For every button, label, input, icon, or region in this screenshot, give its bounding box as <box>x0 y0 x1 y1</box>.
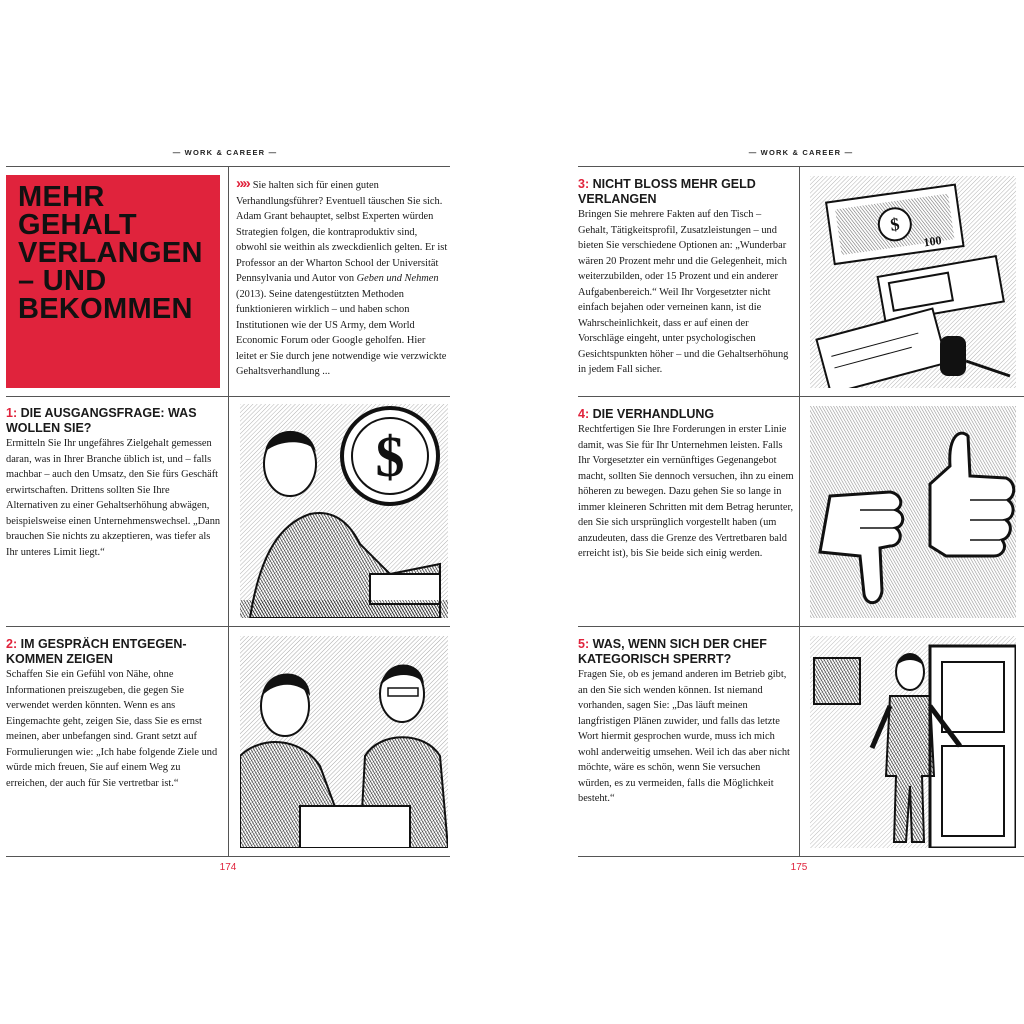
svg-text:$: $ <box>375 424 405 489</box>
section-body: Ermitteln Sie Ihr ungefähres Zielgehalt gemessen daran, was in Ihrer Branche üblich ist, und – falls machbar – auch den Umsatz, den Sie fürs Geschäft erwirtschaften. Drittens sollten Sie Ihre Alternativen zu einer Gehaltserhöhung abwägen, beispielsweise einen Unternehmenswechsel. „Dann brauchen Sie nichts zu akzeptieren, was tiefer als Ihr unteres Limit liegt.“ <box>6 438 221 558</box>
intro-text: Sie halten sich für einen guten Verhandlungsführer? Eventuell täuschen Sie sich. Adam Grant behauptet, selbst Experten würden Strategien folgen, die kontraproduktiv sind, obwohl sie weithin als zweckdienlich gelten. Er ist Professor an der Wharton School der Universität Pennsylvania und Autor von <box>236 180 448 284</box>
section-number: 5: <box>578 637 590 651</box>
bottom-rule <box>578 856 1024 857</box>
illustration-man-at-door <box>810 636 1016 848</box>
article-title: MEHR GEHALT VERLANGEN – UND BEKOMMEN <box>18 181 203 325</box>
section-number: 1: <box>6 406 18 420</box>
section-title: IM GESPRÄCH ENTGEGEN- KOMMEN ZEIGEN <box>6 637 187 666</box>
section-number: 3: <box>578 177 590 191</box>
running-header: — WORK & CAREER — <box>172 148 278 157</box>
section-1 <box>6 406 222 560</box>
section-3 <box>578 177 794 378</box>
page-number: 175 <box>790 862 808 873</box>
illustration-thumbs <box>810 406 1016 618</box>
row-rule <box>6 396 450 397</box>
row-rule <box>578 626 1024 627</box>
illustration-door-svg <box>810 636 1016 848</box>
section-5 <box>578 637 794 807</box>
illustration-money-svg <box>810 176 1016 388</box>
section-heading <box>6 406 222 436</box>
illustration-two-men-talking <box>240 636 448 848</box>
illustration-man-laptop-svg <box>240 404 448 618</box>
section-heading <box>578 637 794 667</box>
illustration-money-cards-keys <box>810 176 1016 388</box>
column-divider <box>799 166 800 856</box>
double-chevron-right-icon: » <box>236 175 242 192</box>
section-number: 4: <box>578 407 590 421</box>
section-title: DIE VERHANDLUNG <box>589 407 715 421</box>
running-header: — WORK & CAREER — <box>748 148 854 157</box>
title-box <box>6 175 220 388</box>
section-2 <box>6 637 222 791</box>
section-body: Bringen Sie mehrere Fakten auf den Tisch – Gehalt, Tätigkeitsprofil, Zusatzleistungen – und bieten Sie verschiedene Optionen an: „Wunderbar wären 20 Prozent mehr und die Gelegenheit, mich weiterzubilden, oder 15 Prozent und ein anderer Aufgabenbereich.“ Weil Ihr Vorgesetzter nicht einfach bejahen oder verneinen kann, ist die Wahrscheinlichkeit, dass er auf einen der Vorschläge eingeht, unter psychologischen Gesichtspunkten höher – und die Gehaltserhöhung in jedem Fall sicher. <box>578 209 789 375</box>
book-title: Geben und Nehmen <box>356 273 439 284</box>
illustration-two-men-svg <box>240 636 448 848</box>
illustration-man-laptop <box>240 404 448 618</box>
section-body: Schaffen Sie ein Gefühl von Nähe, ohne Informationen preiszugeben, die gegen Sie verwendet werden könnten. Wenn es ans Eingemachte geht, zeigen Sie, dass Sie es ernst meinen, aber unbefangen sind. Grant setzt auf Formulierungen wie: „Ich habe folgende Ziele und würde mich freuen, Sie auf einem Weg zu erreichen, der auch für Sie vertretbar ist.“ <box>6 669 218 789</box>
section-title: WAS, WENN SICH DER CHEF KATEGORISCH SPERRT? <box>578 637 767 666</box>
intro-paragraph <box>236 175 448 380</box>
svg-text:$: $ <box>888 213 901 235</box>
double-chevron-right-icon: » <box>242 175 248 192</box>
section-heading <box>6 637 222 667</box>
top-rule <box>578 166 1024 167</box>
section-body: Fragen Sie, ob es jemand anderen im Betrieb gibt, an den Sie sich wenden können. Ist niemand vorhanden, sagen Sie: „Das läuft meinen langfristigen Plänen zuwider, und falls das letzte Wort hiermit gesprochen wurde, muss ich mich wohl anderweitig umsehen. Weil ich das aber nicht möchte, wäre es schön, wenn Sie versuchen würden, es zu vermeiden, falls die Möglichkeit besteht.“ <box>578 669 790 804</box>
section-title: NICHT BLOSS MEHR GELD VERLANGEN <box>578 177 756 206</box>
page-number: 174 <box>219 862 237 873</box>
illustration-thumbs-svg <box>810 406 1016 618</box>
row-rule <box>578 396 1024 397</box>
section-number: 2: <box>6 637 18 651</box>
row-rule <box>6 626 450 627</box>
bottom-rule <box>6 856 450 857</box>
banknote-denomination: 100 <box>922 233 943 250</box>
section-heading <box>578 177 794 207</box>
section-heading <box>578 407 794 422</box>
intro-text-end: (2013). Seine datengestützten Methoden funktionieren wirklich – und haben schon Institutionen wie der US Army, dem World Economic Forum oder Google geholfen. Hier leitet er Sie durch jene notwendige wie verzwickte Gehaltsverhandlung ... <box>236 288 447 377</box>
section-title: DIE AUSGANGSFRAGE: WAS WOLLEN SIE? <box>6 406 197 435</box>
right-page <box>512 0 1024 1024</box>
column-divider <box>228 166 229 856</box>
section-body: Rechtfertigen Sie Ihre Forderungen in erster Linie damit, was Sie für Ihr Unternehmen leisten. Falls Ihr Vorgesetzter ein vernünftiges Gegenangebot macht, sollten Sie dennoch versuchen, ihn zu einem höheren zu bewegen. Dazu gehen Sie so lange in immer kleineren Schritten mit dem Betrag herunter, den Sie sich ursprünglich vorgestellt haben (um anzudeuten, dass die Grenze des Vertretbaren bald erreicht ist), bis Sie beide sich einig werden. <box>578 424 794 559</box>
section-4 <box>578 407 794 562</box>
